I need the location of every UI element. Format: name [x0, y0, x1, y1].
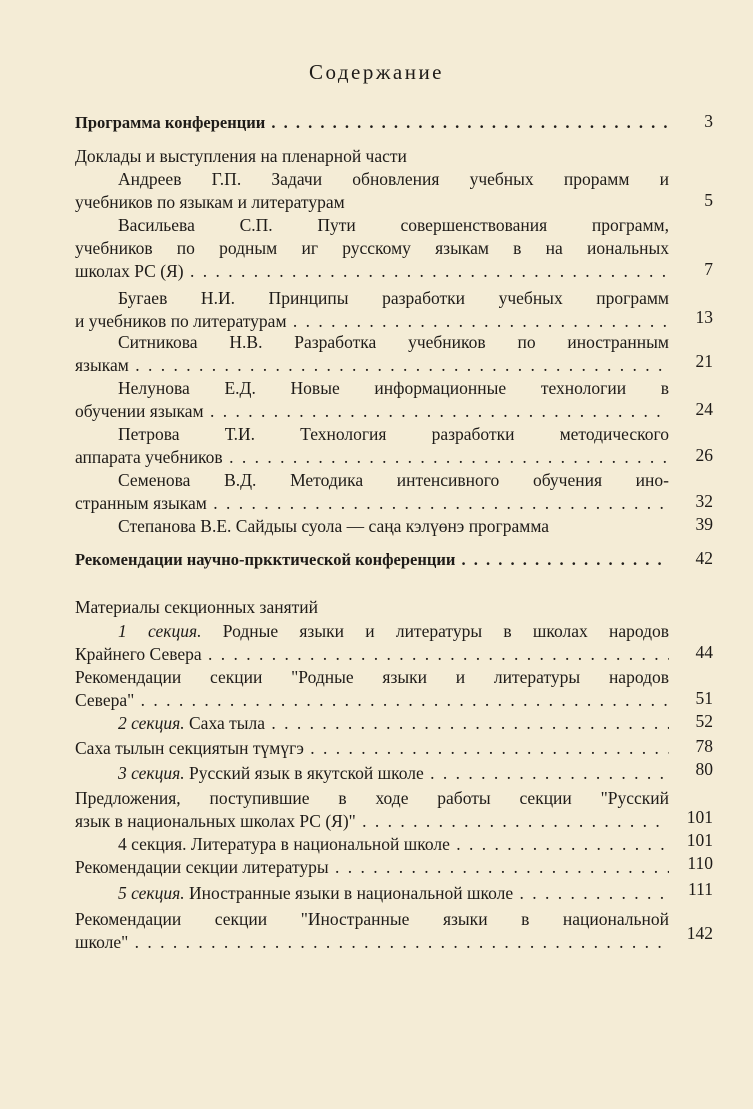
toc-entry-line: 4 секция. Литература в национальной школе . . . — [118, 833, 669, 855]
toc-entry-line: и учебников по литературам . . . — [75, 310, 669, 332]
toc-entry-line: Васильева С.П. Пути совершенствования программ, — [118, 215, 669, 235]
section-lead: 1 секция. — [118, 621, 202, 641]
section-heading-materials: Материалы секционных занятий — [75, 597, 319, 617]
toc-entry-line: странным языкам . . . — [75, 492, 669, 514]
toc-entry-line: Севера" . . . — [75, 689, 669, 711]
toc-entry-recommendations: Рекомендации научно-пркктической конференции . . . — [75, 549, 669, 571]
toc-entry-line: Бугаев Н.И. Принципы разработки учебных программ — [118, 288, 669, 308]
page-number: 5 — [704, 190, 713, 210]
toc-entry-line: Рекомендации секции "Родные языки и литературы народов — [75, 667, 669, 687]
section-lead: 3 секция. — [118, 763, 185, 783]
page-number: 26 — [695, 445, 713, 465]
page-number: 142 — [686, 923, 713, 943]
page-number: 7 — [704, 259, 713, 279]
toc-entry-line: Ситникова Н.В. Разработка учебников по иностранным — [118, 332, 669, 352]
toc-entry-line: школах РС (Я) . . . — [75, 260, 669, 282]
toc-entry-line: Петрова Т.И. Технология разработки методического — [118, 424, 669, 444]
page-number: 52 — [695, 711, 713, 731]
page-number: 110 — [687, 853, 713, 873]
toc-entry-line — [118, 712, 669, 734]
page-number: 44 — [695, 642, 713, 662]
page-number: 13 — [695, 307, 713, 327]
section-heading-plenary: Доклады и выступления на пленарной части — [75, 146, 407, 166]
page-number: 51 — [695, 688, 713, 708]
toc-entry-line: Степанова В.Е. Сайдыы суола — саңа кэлүөнэ программа — [118, 516, 550, 536]
toc-entry-line: Крайнего Севера . . . — [75, 643, 669, 665]
toc-entry-line: Предложения, поступившие в ходе работы секции "Русский — [75, 788, 669, 808]
page-number: 111 — [688, 879, 713, 899]
page-number: 32 — [695, 491, 713, 511]
toc-entry-line — [118, 620, 669, 642]
page-number: 42 — [695, 548, 713, 568]
section-lead: 2 секция. — [118, 713, 185, 733]
toc-entry-line: языкам . . . — [75, 354, 669, 376]
toc-entry-line: Нелунова Е.Д. Новые информационные технологии в — [118, 378, 669, 398]
section-lead: 5 секция. — [118, 883, 185, 903]
toc-entry-line: Рекомендации секции "Иностранные языки в национальной — [75, 909, 669, 929]
toc-entry-line: обучении языкам . . . — [75, 400, 669, 422]
entry-text: Саха тыла — [189, 713, 266, 733]
entry-text: Родные языки и литературы в школах народов — [222, 621, 669, 641]
toc-entry-line: школе" . . . — [75, 931, 669, 953]
toc-entry-line — [118, 762, 669, 784]
toc-entry-line: Саха тылын секциятын түмүгэ . . . — [75, 737, 669, 759]
page-number: 24 — [695, 399, 713, 419]
toc-entry-line: аппарата учебников . . . — [75, 446, 669, 468]
page-number: 3 — [704, 111, 713, 131]
toc-entry-line: учебников по языкам и литературам — [75, 192, 345, 212]
toc-entry-line: Семенова В.Д. Методика интенсивного обучения ино- — [118, 470, 669, 490]
toc-entry-line: учебников по родным иг русскому языкам в на иональных — [75, 238, 669, 258]
entry-text: Русский язык в якутской школе — [189, 763, 424, 783]
page-number: 101 — [686, 807, 713, 827]
page-number: 80 — [695, 759, 713, 779]
entry-text: Иностранные языки в национальной школе — [189, 883, 514, 903]
toc-entry-line: Рекомендации секции литературы . . . — [75, 856, 669, 878]
page-number: 78 — [695, 736, 713, 756]
toc-entry-line — [118, 882, 669, 904]
toc-entry-line: Андреев Г.П. Задачи обновления учебных прорамм и — [118, 169, 669, 189]
page-number: 21 — [695, 351, 713, 371]
page-number: 39 — [695, 514, 713, 534]
page-number: 101 — [686, 830, 713, 850]
page-title: Содержание — [308, 60, 445, 84]
toc-entry-line: язык в национальных школах РС (Я)" . . . — [75, 810, 669, 832]
toc-entry-program: Программа конференции . . . — [75, 112, 669, 134]
